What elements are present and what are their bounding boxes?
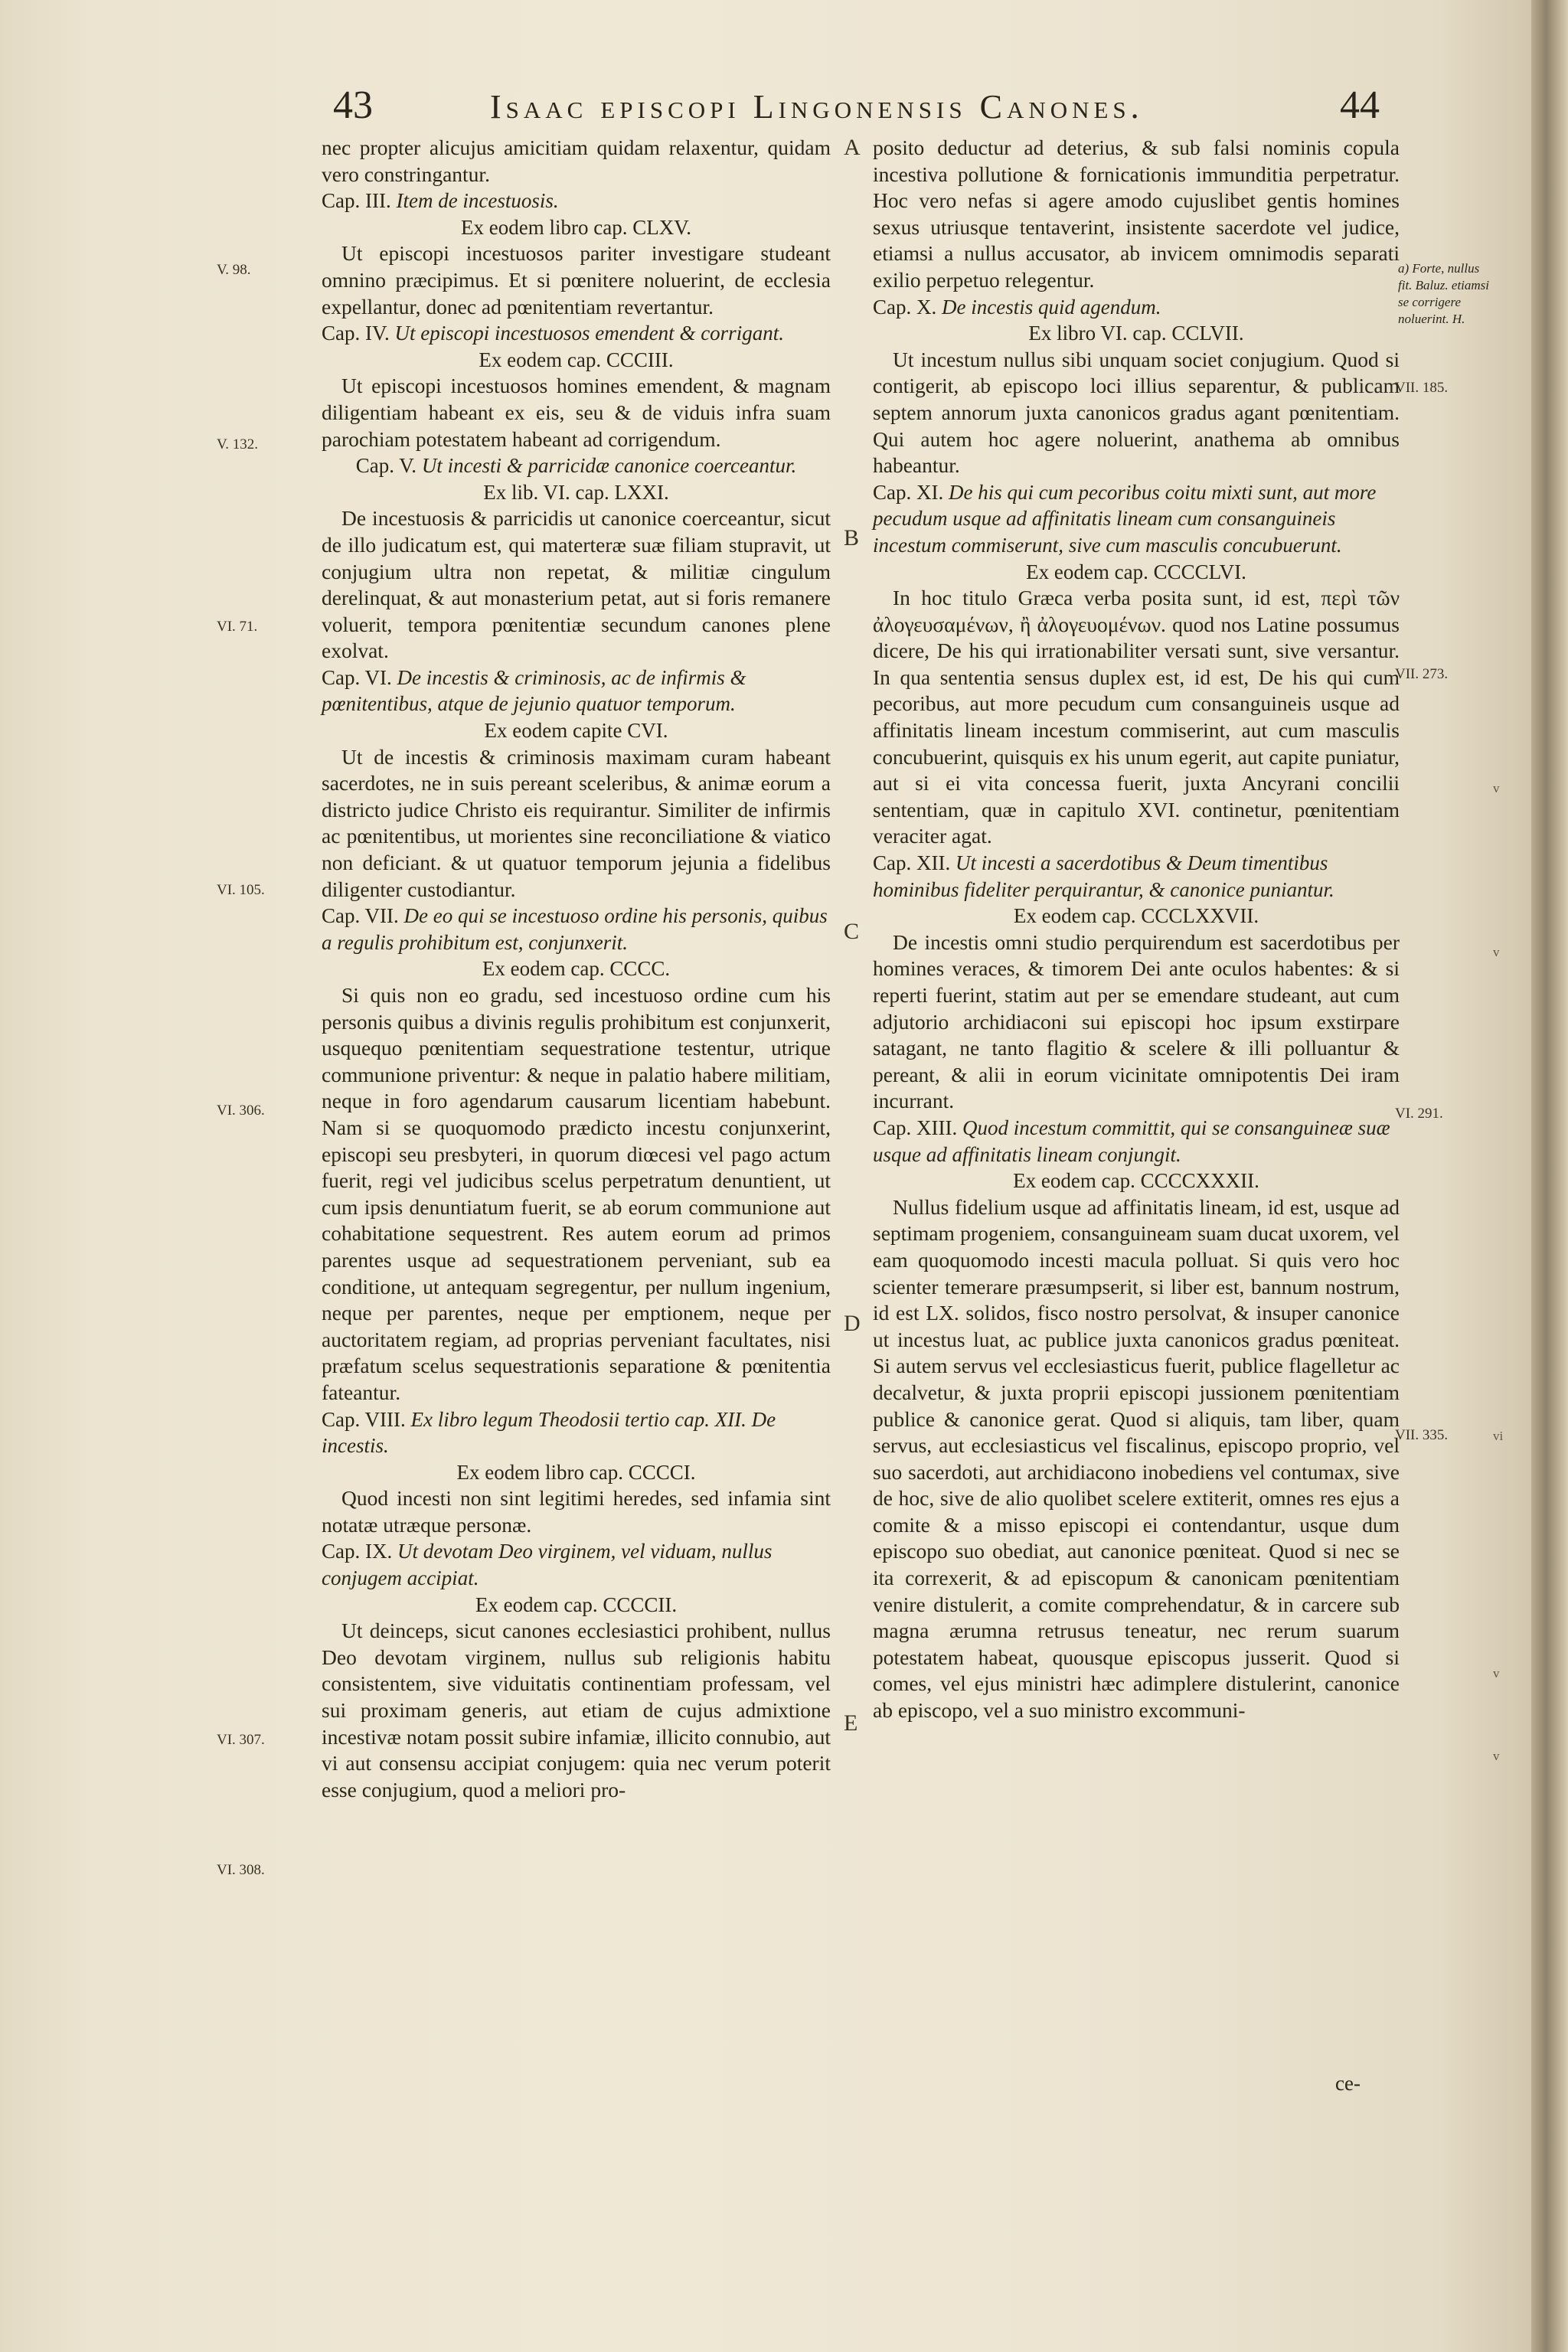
source-reference: Ex eodem cap. CCCCLVI. [1026,560,1246,583]
chapter-label: Cap. III. [322,189,391,213]
section-letter: C [844,919,860,944]
chapter-title: Ex libro legum Theodosii tertio cap. XII. De incestis. [322,1407,776,1458]
chapter-label: Cap. VI. [322,665,392,689]
chapter-title: Ut incesti & parricidæ canonice coerceantur. [421,454,797,478]
paragraph: posito deductur ad deterius, & sub falsi nominis copula incestiva pollutione & fornicationis immunditia perpetratur. Hoc vero nefas si agere amodo cujuslibet gentis homines sexus utriusque tentaverint, insistente sacerdote vel judice, etiamsi a nullus accusator, ab invicem omnimodis separati exilio perpetuo relegentur. [873,136,1400,292]
chapter-label: Cap. X. [873,295,937,318]
chapter-heading [322,452,831,479]
chapter-title: De eo qui se incestuoso ordine his personis, quibus a regulis prohibitum est, conjunxerit. [322,904,828,954]
chapter-title: De incestis quid agendum. [942,295,1161,318]
paragraph: nec propter alicujus amicitiam quidam relaxentur, quidam vero constringantur. [322,136,831,186]
source-reference: Ex eodem cap. CCCCII. [475,1592,678,1616]
paragraph: De incestuosis & parricidis ut canonice coerceantur, sicut de illo judicatum est, qui materteræ suæ filiam stupravit, ut conjugium ultra non repetat, & militiæ cingulum derelinquat, & aut monasterium petat, aut si foris remanere voluerit, tempora pœnitentiæ secundum canones plene exolvat. [322,506,831,663]
section-letter: D [844,1311,861,1336]
page-number-right: 44 [1340,83,1380,127]
chapter-heading [873,1115,1400,1168]
margin-reference: VI. 71. [217,619,258,635]
paragraph: Nullus fidelium usque ad affinitatis lineam, id est, usque ad septimam progeniem, consanguineam suam ducat uxorem, vel eam quoquomodo incesti macula polluat. Si quis vero hoc scienter temerare præsumpserit, si liber est, bannum nostrum, id est LX. solidos, fisco nostro persolvat, & insuper canonice ut incestus luat, ac publice juxta canonicos gradus pœniteat. Si autem servus vel ecclesiasticus fuerit, publice flagelletur ac decalvetur, & juxta proprii episcopi jussionem pœnitentiam publice & canonice gerat. Quod si aliquis, tam liber, quam servus, aut ecclesiasticus vel fiscalinus, episcopo proprio, vel suo sacerdoti, aut archidiacono inobediens vel contumax, sive de hoc, sive de alio quolibet scelere extiterit, omnes res ejus a comite & a misso episcopi ei contendantur, usque dum episcopo suo obediat, aut canonice pœniteat. Quod si nec se ita correxerit, & ad episcopum & canonicam pœnitentiam venire distulerit, a comite comprehendatur, & in carcere sub magna ærumna retrusus teneatur, nec rerum suarum potestatem habeat, quousque episcopus jusserit. Quod si comes, vel ejus ministri hæc adimplere distulerint, canonice ab episcopo, vel a suo ministro excommuni- [873,1194,1400,1723]
paragraph: Ut incestum nullus sibi unquam societ conjugium. Quod si contigerit, ab episcopo loci illius separentur, & publicam septem annorum juxta canonicos gradus agant pœnitentiam. Qui autem hoc agere noluerint, anathema ab omnibus habeantur. [873,347,1400,478]
chapter-label: Cap. IX. [322,1540,393,1563]
margin-reference: VI. 291. [1395,1106,1443,1122]
margin-reference: VI. 105. [217,882,265,898]
source-reference: Ex eodem cap. CCCLXXVII. [1013,904,1259,928]
running-head [322,83,1393,129]
running-title: Isaac episcopi Lingonensis Canones. [490,88,1144,126]
show-through-mark: v [1493,1666,1500,1681]
show-through-mark: v [1493,1749,1500,1763]
chapter-heading [322,188,831,214]
margin-reference: VII. 335. [1395,1427,1449,1443]
chapter-heading [322,903,831,956]
show-through-mark: vi [1493,1429,1504,1443]
source-reference: Ex eodem libro cap. CLXV. [461,215,691,239]
margin-reference: VI. 307. [217,1732,265,1748]
right-text-column [873,135,1400,1724]
section-letter: A [844,135,861,160]
chapter-label: Cap. XI. [873,480,944,504]
paragraph: Ut episcopi incestuosos homines emendent, & magnam diligentiam habeant ex eis, seu & de viduis infra suam parochiam potestatem habeant ad corrigendum. [322,374,831,451]
source-reference: Ex libro VI. cap. CCLVII. [1028,322,1244,345]
chapter-label: Cap. VIII. [322,1407,406,1431]
source-reference: Ex lib. VI. cap. LXXI. [483,480,669,504]
chapter-title: Ut episcopi incestuosos emendent & corrigant. [394,322,784,345]
section-letter: E [844,1710,858,1736]
paragraph: De incestis omni studio perquirendum est sacerdotibus per homines veraces, & timorem Dei ante oculos habentes: & si reperti fuerint, statim aut per se emendare studeant, aut cum adjutorio archidiaconi sui episcopi hoc ipsum exstirpare satagant, ne tanto flagitio & scelere & illi polluantur & pereant, & alii in eorum vicinitate omnipotentis Dei iram incurrant. [873,929,1400,1113]
chapter-title: De his qui cum pecoribus coitu mixti sunt, aut more pecudum usque ad affinitatis lineam cum consanguineis incestum commiserunt, sive cum masculis concubuerunt. [873,480,1377,557]
paragraph: Ut de incestis & criminosis maximam curam habeant sacerdotes, ne in suis pereant sceleribus, & animæ eorum a districto judice Christo eis requirantur. Similiter de infirmis ac pœnitentibus, ut morientes sine reconciliatione & viatico non deficiant. & ut quatuor temporum jejunia a fidelibus diligenter custodiantur. [322,744,831,901]
paragraph: Quod incesti non sint legitimi heredes, sed infamia sint notatæ utræque personæ. [322,1486,831,1537]
chapter-label: Cap. VII. [322,904,399,928]
source-reference: Ex eodem cap. CCCC. [482,957,671,981]
chapter-title: Ut incesti a sacerdotibus & Deum timentibus hominibus fideliter perquirantur, & canonice puniantur. [873,851,1334,901]
margin-reference: V. 98. [217,262,251,278]
show-through-mark: v [1493,781,1500,795]
chapter-title: Quod incestum committit, qui se consanguineæ suæ usque ad affinitatis lineam conjungit. [873,1116,1390,1166]
chapter-heading [322,665,831,717]
section-letter: B [844,525,860,550]
chapter-heading [322,320,831,347]
left-text-column [322,135,831,1803]
source-reference: Ex eodem cap. CCCIII. [479,348,674,371]
chapter-title: Item de incestuosis. [396,189,559,213]
chapter-label: Cap. XIII. [873,1116,958,1139]
chapter-heading [873,294,1400,321]
chapter-heading [873,479,1400,559]
chapter-label: Cap. IV. [322,322,390,345]
paragraph: In hoc titulo Græca verba posita sunt, id est, περὶ τῶν ἀλογευσαμένων, ἢ ἀλογευομένων. quod nos Latine possumus dicere, De his qui irrationabiliter versati sunt, sive versantur. In qua sententia sensus duplex est, id est, De his qui cum pecoribus, aut more pecudum cum consanguineis usque ad affinitatis lineam incestum commiserint, aut cum masculis concubuerint, quisquis ex his unum egerit, aut capite puniatur, aut si ei vita concessa fuerit, juxta Ancyrani concilii sententiam, quæ in capitulo XVI. continetur, pœnitentiam veraciter agat. [873,586,1400,848]
chapter-title: Ut devotam Deo virginem, vel viduam, nullus conjugem accipiat. [322,1540,773,1590]
paragraph: Ut episcopi incestuosos pariter investigare studeant omnino præcipimus. Et si pœnitere noluerint, de ecclesia expellantur, donec ad pœnitentiam revertantur. [322,241,831,318]
book-binding [1531,0,1568,2352]
chapter-label: Cap. V. [355,454,417,478]
paragraph: Si quis non eo gradu, sed incestuoso ordine cum his personis quibus a divinis regulis prohibitum est conjunxerit, usquequo pœnitentiam sequestratione testentur, utrique communione priventur: & neque in palatio habere militiam, neque in foro agendarum causarum licentiam habebunt. Nam si se quoquomodo prædicto incestu conjunxerint, episcopi seu presbyteri, in quorum diœcesi vel pago actum fuerit, regi vel judicibus scelus perpetratum denuntient, ut cum ipsis denuntiatum fuerit, se ab eorum communione aut cohabitatione sequestrent. Res autem eorum ad primos parentes usque ad sequestrationem perveniant, sub ea conditione, ut antequam segregentur, per nullum ingenium, neque per parentes, neque per emptionem, neque per auctoritatem regiam, ad proprias perveniant facultates, nisi præfatum scelus sequestrationis separatione & pœnitentia fateantur. [322,983,831,1404]
page-number-left: 43 [333,83,373,127]
source-reference: Ex eodem capite CVI. [484,719,668,743]
source-reference: Ex eodem cap. CCCCXXXII. [1013,1169,1259,1193]
margin-reference: VII. 273. [1395,666,1449,682]
margin-footnote: a) Forte, nullus fit. Baluz. etiamsi se corrigere noluerint. H. [1398,261,1489,326]
chapter-heading [873,850,1400,903]
margin-reference: VII. 185. [1395,380,1449,396]
margin-reference: VI. 306. [217,1102,265,1119]
chapter-heading [322,1538,831,1591]
chapter-title: De incestis & criminosis, ac de infirmis & pœnitentibus, atque de jejunio quatuor temporum. [322,665,746,716]
source-reference: Ex eodem libro cap. CCCCI. [456,1460,696,1484]
show-through-mark: v [1493,945,1500,959]
catchword: ce- [1335,2072,1361,2095]
margin-reference: VI. 308. [217,1862,265,1878]
paragraph: Ut deinceps, sicut canones ecclesiastici prohibent, nullus Deo devotam virginem, nullus sub religionis habitu consistentem, sive viduitatis continentiam professam, vel sui proximam generis, aut etiam de cujus admixtione incestivæ notam possit subire infamiæ, illicito connubio, aut vi aut consensu accipiat conjugem: quia nec verum poterit esse conjugium, quod a meliori pro- [322,1619,831,1802]
chapter-label: Cap. XII. [873,851,951,875]
margin-reference: V. 132. [217,436,259,452]
chapter-heading [322,1406,831,1459]
